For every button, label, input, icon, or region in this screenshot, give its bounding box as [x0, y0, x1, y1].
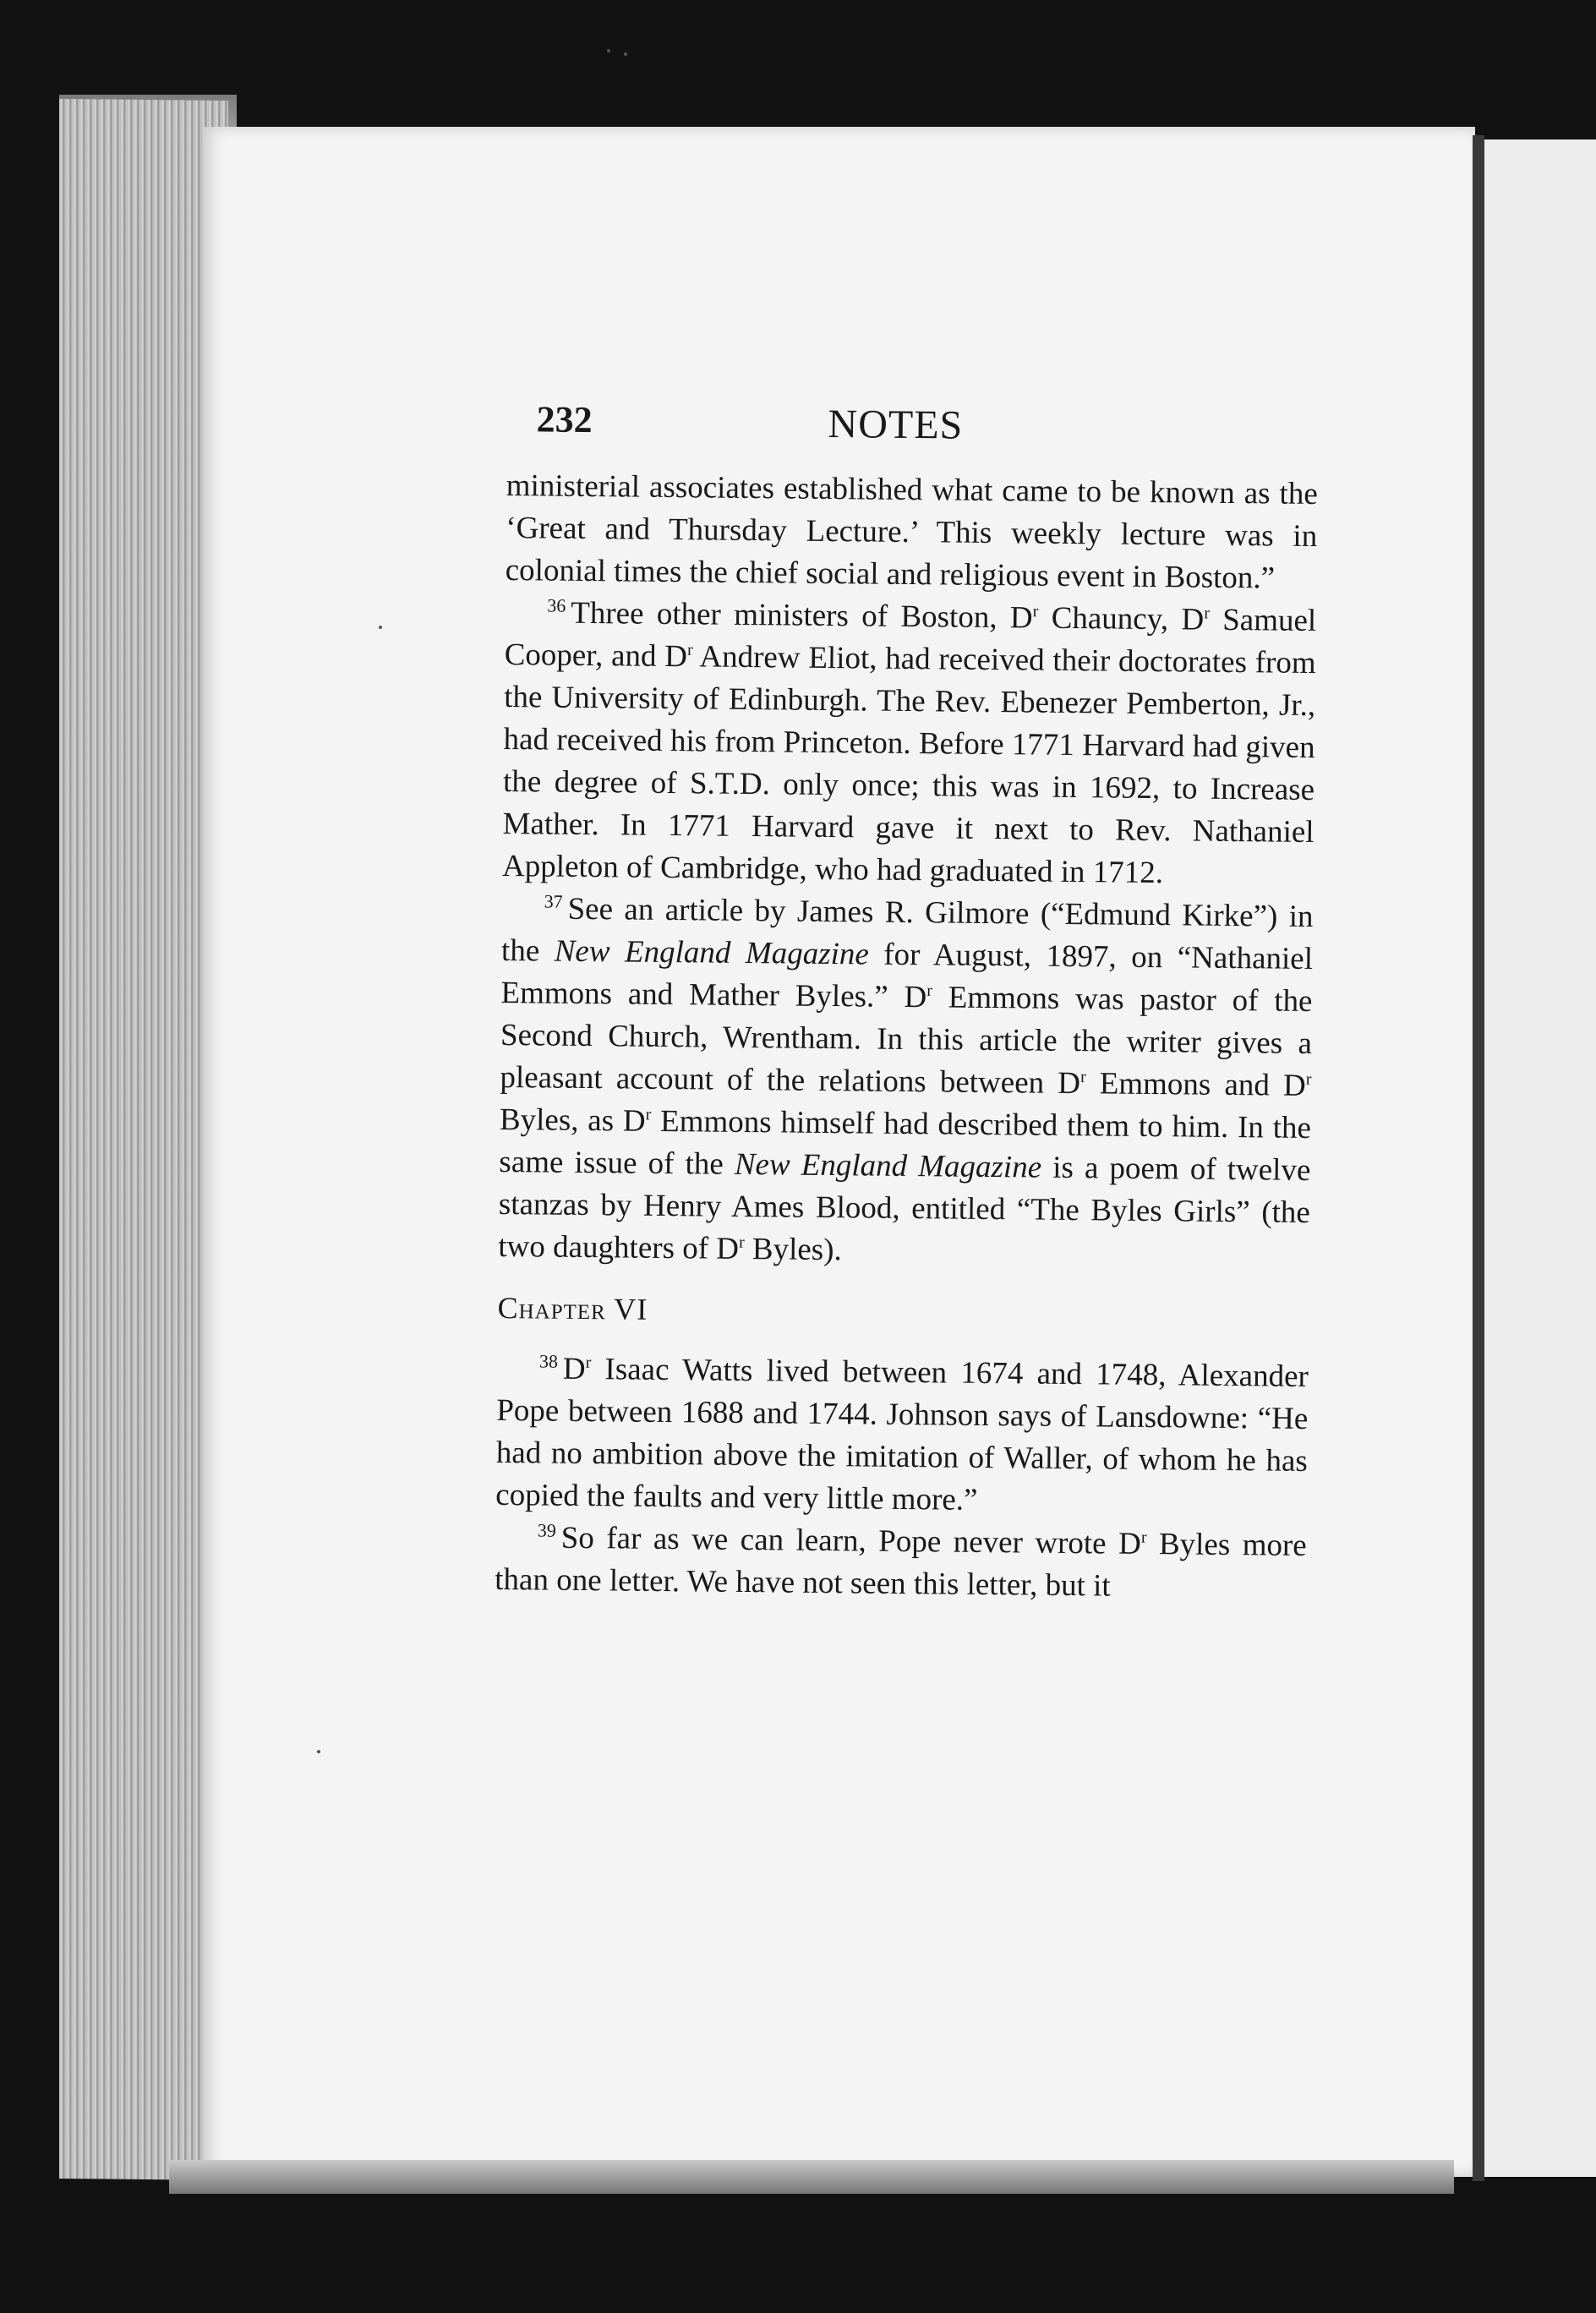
dust-speck [317, 1750, 320, 1753]
superscript-r: r [926, 981, 933, 1000]
superscript-r: r [1140, 1528, 1147, 1547]
footnote-text: Three other ministers of Boston, D [571, 595, 1033, 636]
superscript-r: r [686, 640, 693, 659]
facing-page [1484, 139, 1596, 2177]
footnote-text: D [562, 1351, 586, 1387]
footnote-number: 38 [538, 1350, 559, 1372]
superscript-r: r [645, 1105, 652, 1124]
footnote-number: 37 [544, 890, 563, 912]
magazine-title: New England Magazine [554, 933, 870, 972]
magazine-title: New England Magazine [734, 1146, 1042, 1185]
superscript-r: r [738, 1233, 745, 1252]
page-text-block [495, 389, 1319, 1610]
paragraph-text: ministerial associates established what came to be known as the ‘Great and Thursday Lecture.’ This weekly lecture was in colonial times the chief social and religious event in Boston.” [505, 468, 1318, 596]
book-gutter [1473, 135, 1484, 2181]
page-title: NOTES [828, 401, 964, 448]
dust-speck [379, 626, 382, 629]
footnote-37 [498, 888, 1314, 1277]
page-number: 232 [536, 398, 593, 441]
footnote-text: Samuel Cooper, and D [504, 602, 1317, 675]
dust-speck [624, 52, 627, 56]
footnote-38 [495, 1348, 1309, 1525]
footnote-text: Byles). [744, 1231, 842, 1268]
chapter-heading: Chapter VI [497, 1290, 648, 1326]
footnote-text: Isaac Watts lived between 1674 and 1748, Alexander Pope between 1688 and 1744. Johnson says of Lansdowne: “He had no ambition above the imitation of Waller, of whom he has copied the faults and very little more.” [495, 1352, 1309, 1517]
footnote-text: is a poem of twelve stanzas by Henry Ames Blood, entitled “The Byles Girls” (the two daughters of D [498, 1150, 1311, 1266]
footnote-text: Emmons himself had described them to him. In the same issue of the [499, 1103, 1312, 1182]
footnote-36 [502, 592, 1317, 896]
footnote-39 [495, 1517, 1307, 1610]
page-bottom-shadow [169, 2160, 1454, 2194]
dust-speck [607, 49, 610, 52]
footnote-text: Emmons and D [1085, 1066, 1306, 1103]
running-head [506, 389, 1319, 473]
footnote-text: Byles, as D [499, 1102, 646, 1139]
superscript-r: r [1079, 1067, 1086, 1086]
footnote-number: 39 [537, 1519, 556, 1541]
footnote-text: So far as we can learn, Pope never wrote D [560, 1520, 1142, 1561]
paragraph-continued [505, 465, 1318, 600]
footnote-text: Andrew Eliot, had received their doctorates from the University of Edinburgh. The Rev. Ebenezer Pemberton, Jr., had received his from Princeton. Before 1771 Harvard had given the degree of S.T.D. only once; this was in 1692, to Increase Mather. In 1771 Harvard gave it next to Rev. Nathaniel Appleton of Cambridge, who had graduated in 1712. [501, 639, 1316, 891]
footnote-text: Chauncy, D [1038, 600, 1205, 637]
footnote-text: See an article by James R. Gilmore (“Edmund Kirke”) in the [500, 891, 1314, 969]
footnote-text: for August, 1897, on “Nathaniel Emmons and Mather Byles.” D [500, 937, 1314, 1015]
footnote-text: Byles more than one letter. We have not seen this letter, but it [495, 1526, 1307, 1604]
superscript-r: r [1204, 604, 1211, 623]
superscript-r: r [585, 1353, 592, 1372]
footnote-text: Emmons was pastor of the Second Church, Wrentham. In this article the writer gives a pleasant account of the relations between D [500, 980, 1313, 1102]
footnote-number: 36 [547, 594, 566, 616]
superscript-r: r [1032, 602, 1039, 621]
superscript-r: r [1305, 1069, 1312, 1089]
